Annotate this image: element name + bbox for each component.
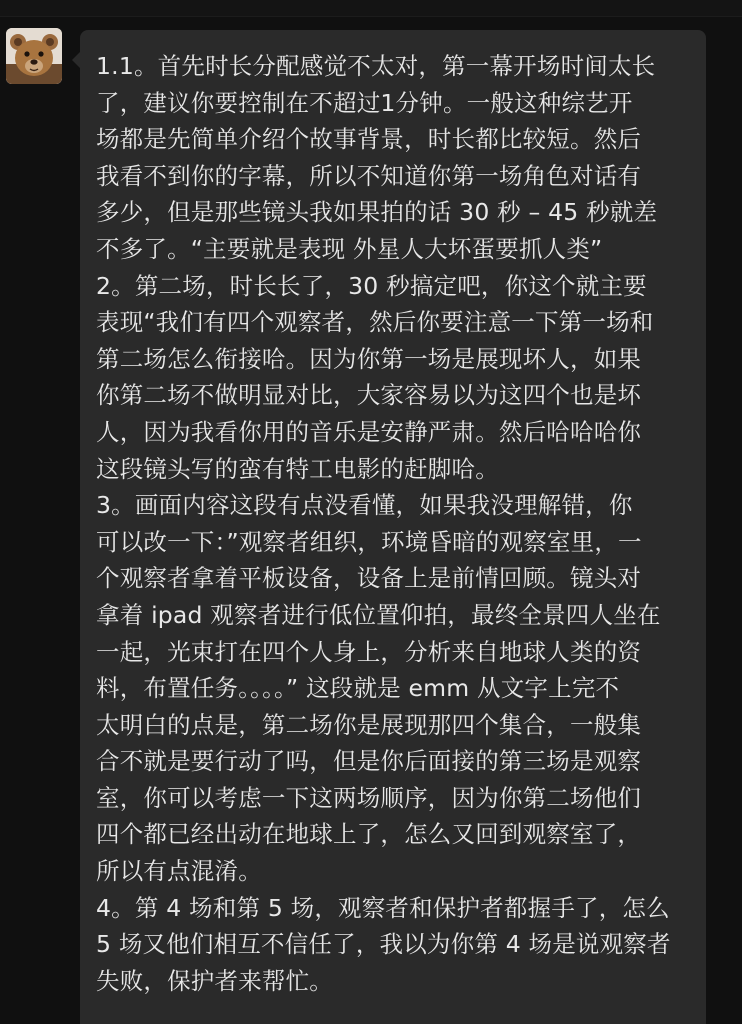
message-line: 了，建议你要控制在不超过1分钟。一般这种综艺开 [96,88,633,117]
message-line: 一起，光束打在四个人身上，分析来自地球人类的资 [96,637,642,666]
message-line: 合不就是要行动了吗，但是你后面接的第三场是观察 [96,747,642,776]
message-line: 可以改一下：”观察者组织，环境昏暗的观察室里，一 [96,527,642,556]
message-bubble[interactable] [80,30,706,1024]
message-line: 我看不到你的字幕，所以不知道你第一场角色对话有 [96,161,642,190]
message-line: 室，你可以考虑一下这两场顺序，因为你第二场他们 [96,783,642,812]
message-line: 1.1。首先时长分配感觉不太对，第一幕开场时间太长 [96,52,656,80]
message-line: 这段镜头写的蛮有特工电影的赶脚哈。 [96,454,499,483]
teddy-bear-avatar-icon [6,28,62,84]
avatar[interactable] [6,28,62,84]
message-line: 5 场又他们相互不信任了，我以为你第 4 场是说观察者 [96,930,671,959]
message-line: 4。第 4 场和第 5 场，观察者和保护者都握手了，怎么 [96,893,670,922]
message-line: 场都是先简单介绍个故事背景，时长都比较短。然后 [96,125,642,154]
chat-message-row [0,16,742,1024]
message-line: 人，因为我看你用的音乐是安静严肃。然后哈哈哈你 [96,417,642,446]
message-line: 拿着 ipad 观察者进行低位置仰拍，最终全景四人坐在 [96,600,661,629]
message-line: 表现“我们有四个观察者，然后你要注意一下第一场和 [96,308,654,337]
message-line: 个观察者拿着平板设备，设备上是前情回顾。镜头对 [96,564,642,593]
message-line: 2。第二场，时长长了，30 秒搞定吧，你这个就主要 [96,271,647,300]
message-line: 太明白的点是，第二场你是展现那四个集合，一般集 [96,710,642,739]
window-top-bar [0,0,742,17]
message-line: 你第二场不做明显对比，大家容易以为这四个也是坏 [96,381,642,410]
message-line: 失败，保护者来帮忙。 [96,966,333,995]
message-line: 多少，但是那些镜头我如果拍的话 30 秒 – 45 秒就差 [96,198,658,227]
message-line: 不多了。“主要就是表现 外星人大坏蛋要抓人类” [96,234,603,263]
message-line: 第二场怎么衔接哈。因为你第一场是展现坏人，如果 [96,344,642,373]
message-line: 所以有点混淆。 [96,857,262,886]
message-line: 四个都已经出动在地球上了，怎么又回到观察室了， [96,820,642,849]
message-line: 料，布置任务。。。。” 这段就是 emm 从文字上完不 [96,674,620,703]
message-line: 3。画面内容这段有点没看懂，如果我没理解错，你 [96,491,633,520]
